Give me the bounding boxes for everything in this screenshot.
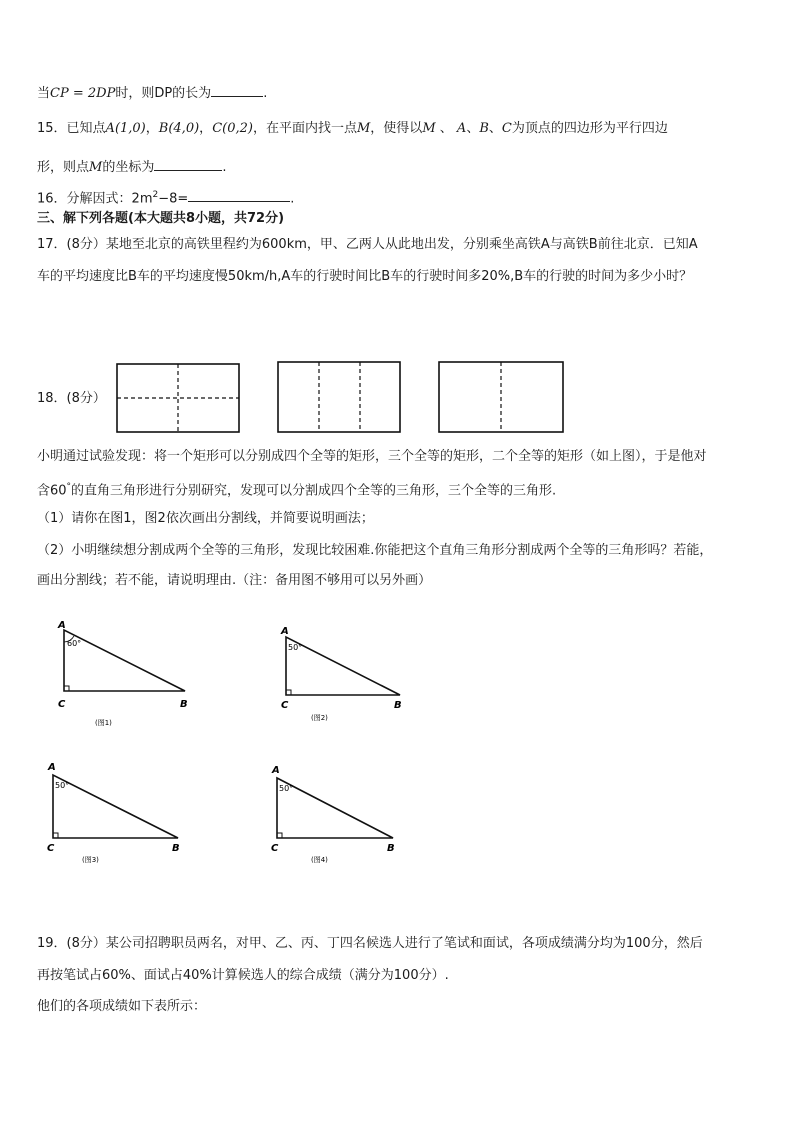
fig1-angle: 60° [67,639,82,648]
triangle-figure-2 [280,626,402,722]
fig3-angle: 50° [55,781,70,790]
fig3-label-b: B [172,843,180,854]
fig4-angle: 50° [279,784,294,793]
triangle-figure-1 [57,620,188,727]
q15-end: . [222,160,227,175]
q18-num: 18．(8分） [37,391,106,406]
q15-point-m: M [356,121,371,136]
fig3-label-c: C [47,843,55,854]
q15-point-c-coord: (0,2) [222,121,253,136]
q15-list-b: B [479,121,489,136]
fig2-label-c: C [281,700,289,711]
fig4-label-c: C [271,843,279,854]
q19-line3: 他们的各项成绩如下表所示： [37,999,207,1014]
triangle-figure-3 [47,762,180,864]
q15-tail1: 为顶点的四边形为平行四边 [511,121,668,136]
q15-point-a-coord: (1,0) [114,121,146,136]
fig2-label-b: B [394,700,402,711]
fig2-angle: 50° [288,643,303,652]
q18-degree: ° [66,482,72,492]
q16-sup: 2 [152,190,159,200]
triangle-figure-4 [271,765,395,864]
q14-dp: DP [96,86,116,101]
q15-point-c: C [212,121,223,136]
section3-title: 三、解下列各题(本大题共8小题，共72分) [37,211,285,226]
q16-end: . [290,191,295,207]
fig3-caption: (图3) [82,856,99,864]
q17-line2: 车的平均速度比B车的平均速度慢50km/h,A车的行驶时间比B车的行驶时间多20%,B车的行驶的时间为多少小时？ [37,269,693,284]
fig4-caption: (图4) [311,856,328,864]
q15-line2-b: 的坐标为 [102,160,155,175]
q15-line2-a: 形，则点 [37,160,90,175]
q18-sub2b: 画出分割线；若不能，请说明理由.（注：备用图不够用可以另外画） [37,573,432,588]
fig2-caption: (图2) [311,714,328,722]
q14-eq: = 2 [68,86,97,101]
q15-num: 15．已知点 [37,121,106,136]
q14-end: . [263,86,268,101]
fig4-label-b: B [387,843,395,854]
fig3-label-a: A [48,762,56,773]
q18-line1: 小明通过试验发现：将一个矩形可以分别成四个全等的矩形，三个全等的矩形，二个全等的矩形（如上图），于是他对 [37,449,707,464]
q15-line2-m: M [89,160,103,175]
q15-point-b: B [158,121,169,136]
q18-line2-a: 含60 [37,483,67,499]
fig1-label-b: B [180,699,188,710]
fig1-label-a: A [58,620,66,631]
fig1-caption: (图1) [95,719,112,727]
q19-line2: 再按笔试占60%、面试占40%计算候选人的综合成绩（满分为100分）. [37,968,449,983]
q15-list-m: M [422,121,436,136]
q15-dun1: 、 [439,121,453,136]
q15-mid: ，在平面内找一点 [252,121,357,136]
q15-dun3: 、 [488,121,502,136]
q15-mid2: ，使得以 [370,121,423,136]
q15-list-a: A [456,121,467,136]
q18-sub1: （1）请你在图1，图2依次画出分割线，并简要说明画法； [37,511,374,526]
q14-tail: 时，则DP的长为 [115,86,212,101]
q14-cp: CP [50,86,69,101]
q15-point-a: A [105,121,115,136]
q15-dun2: 、 [466,121,480,136]
q15-list-c: C [501,121,512,136]
q15-sep2: ， [199,121,213,136]
q18-line2-b: 的直角三角形进行分别研究，发现可以分割成四个全等的三角形，三个全等的三角形. [71,483,557,499]
q14-lead: 当 [37,86,51,101]
q15-sep1: ， [145,121,159,136]
q19-line1: 19．(8分）某公司招聘职员两名，对甲、乙、丙、丁四名候选人进行了笔试和面试，各项成绩满分均为100分，然后 [37,936,703,951]
q18-sub2: （2）小明继续想分割成两个全等的三角形，发现比较困难.你能把这个直角三角形分割成两个全等的三角形吗？若能， [37,543,713,558]
fig1-label-c: C [58,699,66,710]
q15-point-b-coord: (4,0) [168,121,200,136]
fig2-label-a: A [281,626,289,637]
fig4-label-a: A [272,765,280,776]
q17-line1: 17．(8分）某地至北京的高铁里程约为600km，甲、乙两人从此地出发，分别乘坐高铁A与高铁B前往北京．已知A [37,237,698,252]
q16-tail: −8= [158,191,189,207]
q16-text: 16．分解因式：2m [37,191,153,207]
